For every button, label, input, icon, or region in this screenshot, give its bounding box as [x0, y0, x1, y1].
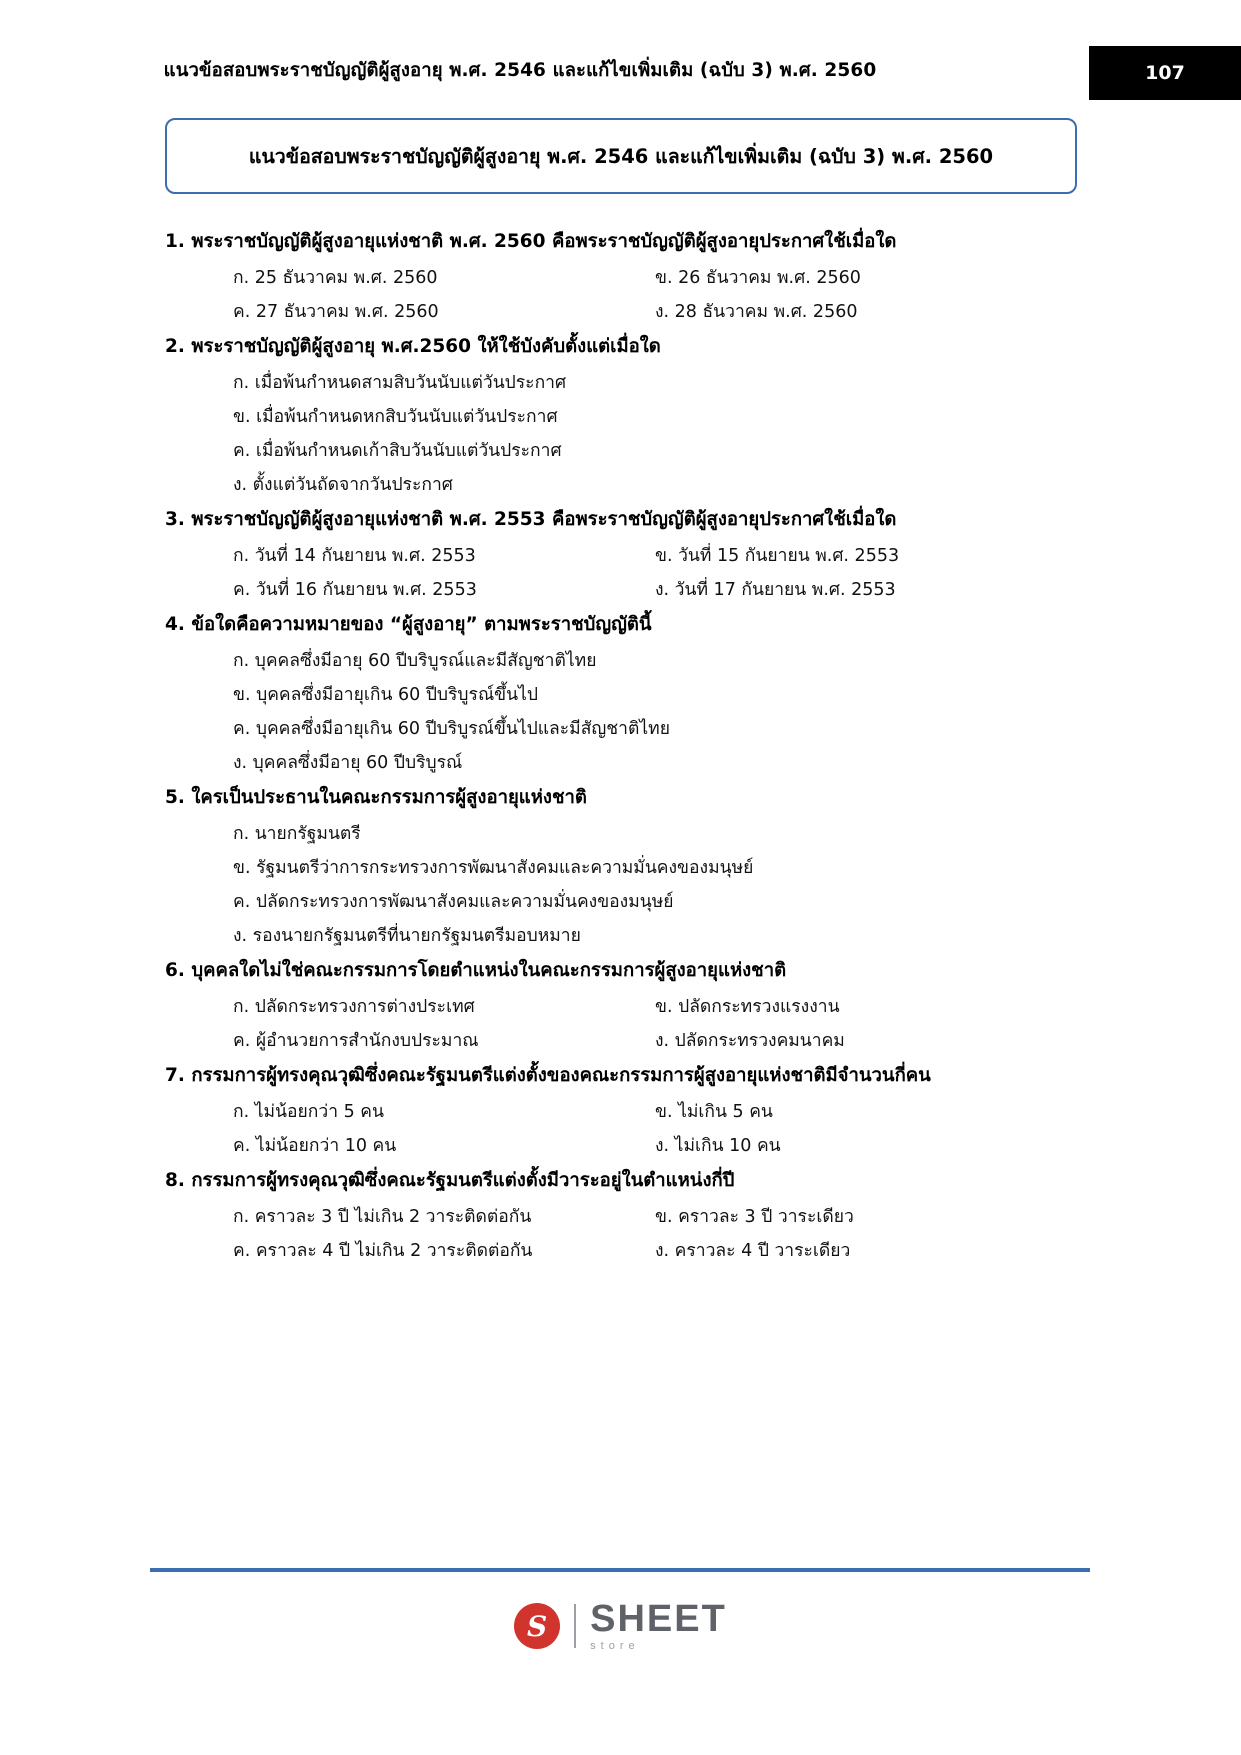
choice-list [165, 539, 1077, 607]
choice-option[interactable]: ก. เมื่อพ้นกำหนดสามสิบวันนับแต่วันประกาศ [233, 372, 567, 393]
choice-list [165, 644, 1077, 781]
choice-option[interactable]: ก. ปลัดกระทรวงการต่างประเทศ [233, 997, 475, 1018]
choice-option[interactable]: ข. รัฐมนตรีว่าการกระทรวงการพัฒนาสังคมและความมั่นคงของมนุษย์ [233, 857, 754, 878]
choice-option[interactable]: ค. วันที่ 16 กันยายน พ.ศ. 2553 [233, 579, 477, 600]
question-item [165, 1167, 1077, 1268]
choice-option[interactable]: ก. 25 ธันวาคม พ.ศ. 2560 [233, 267, 438, 288]
sheetstore-logo-icon: S [514, 1603, 560, 1649]
logo-wordmark: SHEET [590, 1598, 727, 1640]
document-title-box [165, 118, 1077, 194]
choice-option[interactable]: ก. วันที่ 14 กันยายน พ.ศ. 2553 [233, 545, 476, 566]
footer-divider [150, 1568, 1090, 1572]
question-text: 6. บุคคลใดไม่ใช่คณะกรรมการโดยตำแหน่งในคณะกรรมการผู้สูงอายุแห่งชาติ [165, 960, 787, 982]
question-text: 3. พระราชบัญญัติผู้สูงอายุแห่งชาติ พ.ศ. 2553 คือพระราชบัญญัติผู้สูงอายุประกาศใช้เมื่อใด [165, 509, 897, 531]
choice-option[interactable]: ง. ตั้งแต่วันถัดจากวันประกาศ [233, 474, 453, 495]
choice-option[interactable]: ข. คราวละ 3 ปี วาระเดียว [655, 1206, 854, 1227]
document-title: แนวข้อสอบพระราชบัญญัติผู้สูงอายุ พ.ศ. 2546 และแก้ไขเพิ่มเติม (ฉบับ 3) พ.ศ. 2560 [248, 144, 994, 168]
choice-option[interactable]: ข. วันที่ 15 กันยายน พ.ศ. 2553 [655, 545, 900, 566]
choice-option[interactable]: ก. ไม่น้อยกว่า 5 คน [233, 1101, 384, 1122]
running-header-title: แนวข้อสอบพระราชบัญญัติผู้สูงอายุ พ.ศ. 2546 และแก้ไขเพิ่มเติม (ฉบับ 3) พ.ศ. 2560 [163, 60, 877, 81]
choice-list [165, 1095, 1077, 1163]
choice-option[interactable]: ค. เมื่อพ้นกำหนดเก้าสิบวันนับแต่วันประกาศ [233, 440, 562, 461]
choice-option[interactable]: ค. บุคคลซึ่งมีอายุเกิน 60 ปีบริบูรณ์ขึ้นไปและมีสัญชาติไทย [233, 718, 670, 739]
choice-option[interactable]: ง. 28 ธันวาคม พ.ศ. 2560 [655, 301, 858, 322]
choice-option[interactable]: ข. ไม่เกิน 5 คน [655, 1101, 773, 1122]
document-content [165, 118, 1077, 1272]
choice-option[interactable]: ง. ปลัดกระทรวงคมนาคม [655, 1031, 845, 1052]
choice-option[interactable]: ข. บุคคลซึ่งมีอายุเกิน 60 ปีบริบูรณ์ขึ้นไป [233, 684, 539, 705]
choice-list [165, 366, 1077, 503]
question-text: 5. ใครเป็นประธานในคณะกรรมการผู้สูงอายุแห่งชาติ [165, 787, 587, 809]
choice-option[interactable]: ก. นายกรัฐมนตรี [233, 823, 361, 844]
footer-logo [0, 1600, 1241, 1652]
question-item [165, 333, 1077, 502]
choice-option[interactable]: ง. ไม่เกิน 10 คน [655, 1136, 781, 1157]
choice-option[interactable]: ง. คราวละ 4 ปี วาระเดียว [655, 1241, 851, 1261]
question-item [165, 228, 1077, 329]
choice-option[interactable]: ง. วันที่ 17 กันยายน พ.ศ. 2553 [655, 579, 896, 600]
question-text: 7. กรรมการผู้ทรงคุณวุฒิซึ่งคณะรัฐมนตรีแต่งตั้งของคณะกรรมการผู้สูงอายุแห่งชาติมีจำนวนกี่คน [165, 1065, 931, 1087]
choice-option[interactable]: ข. 26 ธันวาคม พ.ศ. 2560 [655, 267, 861, 288]
question-item [165, 957, 1077, 1058]
choice-option[interactable]: ค. ปลัดกระทรวงการพัฒนาสังคมและความมั่นคงของมนุษย์ [233, 892, 674, 913]
choice-option[interactable]: ก. บุคคลซึ่งมีอายุ 60 ปีบริบูรณ์และมีสัญชาติไทย [233, 650, 597, 671]
question-item [165, 506, 1077, 607]
logo-divider [574, 1604, 576, 1648]
logo-subtext: store [590, 1640, 640, 1652]
choice-option[interactable]: ง. บุคคลซึ่งมีอายุ 60 ปีบริบูรณ์ [233, 753, 463, 774]
choice-list [165, 990, 1077, 1058]
choice-list [165, 1200, 1077, 1268]
question-text: 1. พระราชบัญญัติผู้สูงอายุแห่งชาติ พ.ศ. 2560 คือพระราชบัญญัติผู้สูงอายุประกาศใช้เมื่อใด [165, 231, 897, 252]
choice-list [165, 817, 1077, 954]
page-header [0, 50, 1241, 98]
page-number: 107 [1145, 62, 1185, 84]
page-number-badge [1089, 46, 1241, 100]
choice-option[interactable]: ค. ไม่น้อยกว่า 10 คน [233, 1136, 397, 1157]
question-text: 4. ข้อใดคือความหมายของ “ผู้สูงอายุ” ตามพระราชบัญญัตินี้ [165, 614, 652, 636]
question-item [165, 611, 1077, 780]
question-text: 8. กรรมการผู้ทรงคุณวุฒิซึ่งคณะรัฐมนตรีแต่งตั้งมีวาระอยู่ในตำแหน่งกี่ปี [165, 1170, 735, 1192]
choice-option[interactable]: ค. 27 ธันวาคม พ.ศ. 2560 [233, 301, 439, 322]
choice-option[interactable]: ค. ผู้อำนวยการสำนักงบประมาณ [233, 1031, 479, 1052]
question-item [165, 784, 1077, 953]
choice-option[interactable]: ค. คราวละ 4 ปี ไม่เกิน 2 วาระติดต่อกัน [233, 1241, 533, 1261]
choice-option[interactable]: ก. คราวละ 3 ปี ไม่เกิน 2 วาระติดต่อกัน [233, 1206, 532, 1227]
choice-option[interactable]: ข. เมื่อพ้นกำหนดหกสิบวันนับแต่วันประกาศ [233, 406, 558, 427]
logo-text-stack [590, 1600, 727, 1652]
question-text: 2. พระราชบัญญัติผู้สูงอายุ พ.ศ.2560 ให้ใช้บังคับตั้งแต่เมื่อใด [165, 335, 661, 357]
question-item [165, 1062, 1077, 1163]
choice-list [165, 261, 1077, 329]
choice-option[interactable]: ข. ปลัดกระทรวงแรงงาน [655, 997, 840, 1018]
choice-option[interactable]: ง. รองนายกรัฐมนตรีที่นายกรัฐมนตรีมอบหมาย [233, 926, 581, 947]
